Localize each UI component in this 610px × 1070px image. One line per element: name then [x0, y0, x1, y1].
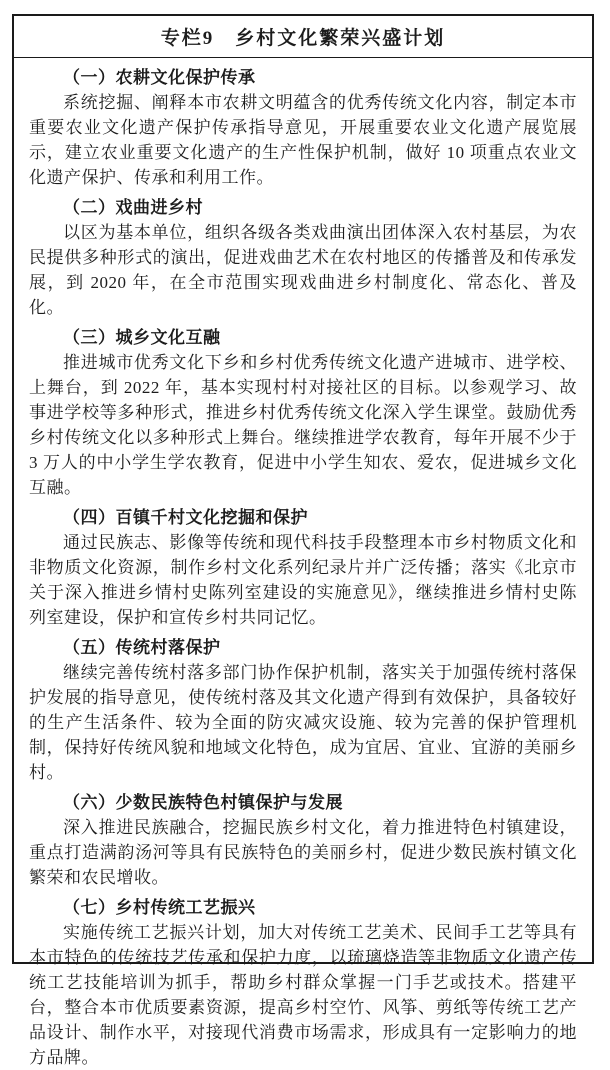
- document-box: [12, 14, 594, 1067]
- section-heading-4: （四）百镇千村文化挖掘和保护: [63, 508, 308, 527]
- section-heading-5: （五）传统村落保护: [63, 638, 221, 657]
- section-body-6: 深入推进民族融合，挖掘民族乡村文化，着力推进特色村镇建设，重点打造满韵汤河等具有民族特色的美丽乡村，促进少数民族村镇文化繁荣和农民增收。: [29, 818, 577, 887]
- section-body-5: 继续完善传统村落多部门协作保护机制，落实关于加强传统村落保护发展的指导意见，使传统村落及其文化遗产得到有效保护，具备较好的生产生活条件、较为全面的防灾减灾设施、较为完善的保护管理机制，保持好传统风貌和地域文化特色，成为宜居、宜业、宜游的美丽乡村。: [29, 663, 577, 782]
- page-title: 专栏9 乡村文化繁荣兴盛计划: [160, 28, 446, 49]
- section-body-7: 实施传统工艺振兴计划，加大对传统工艺美术、民间手工艺等具有本市特色的传统技艺传承和保护力度，以琉璃烧造等非物质文化遗产传统工艺技能培训为抓手，帮助乡村群众掌握一门手艺或技术。搭建平台，整合本市优质要素资源，提高乡村空竹、风筝、剪纸等传统工艺产品设计、制作水平，对接现代消费市场需求，形成具有一定影响力的地方品牌。: [29, 923, 577, 1067]
- section-heading-6: （六）少数民族特色村镇保护与发展: [63, 793, 343, 812]
- section-body-4: 通过民族志、影像等传统和现代科技手段整理本市乡村物质文化和非物质文化资源，制作乡村文化系列纪录片并广泛传播；落实《北京市关于深入推进乡情村史陈列室建设的实施意见》，继续推进乡情村史陈列室建设，保护和宣传乡村共同记忆。: [29, 533, 577, 627]
- section-heading-3: （三）城乡文化互融: [63, 328, 221, 347]
- section-body-3: 推进城市优秀文化下乡和乡村优秀传统文化遗产进城市、进学校、上舞台，到 2022 年，基本实现村村对接社区的目标。以参观学习、故事进学校等多种形式，推进乡村优秀传统文化深入学生课堂。鼓励优秀乡村传统文化以多种形式上舞台。继续推进学农教育，每年开展不少于 3 万人的中小学生学农教育，促进中小学生知农、爱农，促进城乡文化互融。: [29, 353, 577, 497]
- section-body-1: 系统挖掘、阐释本市农耕文明蕴含的优秀传统文化内容，制定本市重要农业文化遗产保护传承指导意见，开展重要农业文化遗产展览展示，建立农业重要文化遗产的生产性保护机制，做好 10 项重点农业文化遗产保护、传承和利用工作。: [29, 93, 577, 187]
- section-heading-7: （七）乡村传统工艺振兴: [63, 898, 256, 917]
- section-heading-2: （二）戏曲进乡村: [63, 198, 203, 217]
- section-heading-1: （一）农耕文化保护传承: [63, 68, 256, 87]
- document-content: [14, 58, 592, 1070]
- box-title-bar: [14, 16, 592, 58]
- section-body-2: 以区为基本单位，组织各级各类戏曲演出团体深入农村基层，为农民提供多种形式的演出，促进戏曲艺术在农村地区的传播普及和传承发展，到 2020 年，在全市范围实现戏曲进乡村制度化、常态化、普及化。: [29, 223, 577, 317]
